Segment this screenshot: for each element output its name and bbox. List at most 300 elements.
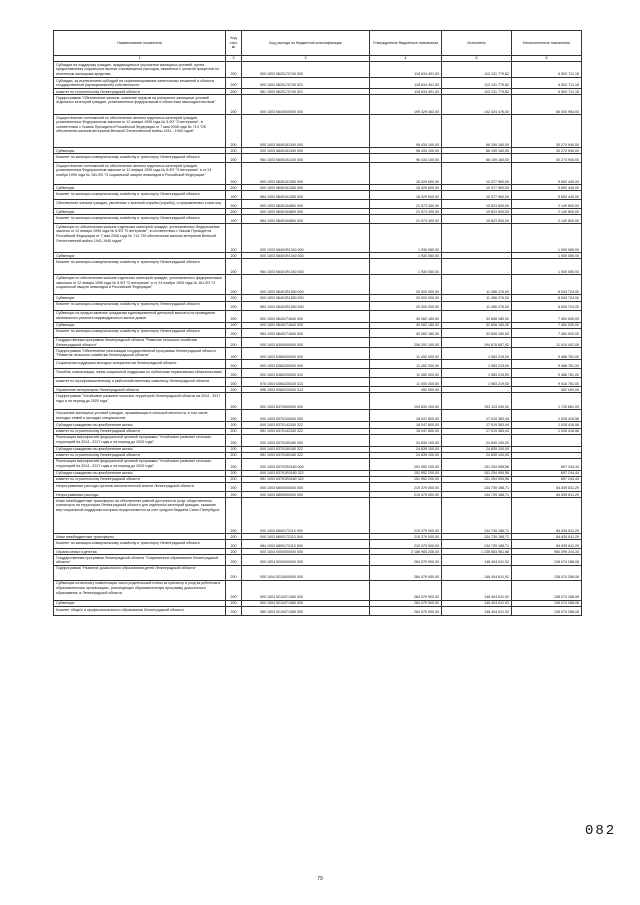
row-kbk: 000 1003 58401R1350 530: [242, 295, 370, 301]
row-kbk: 000 1003 5820170740 000: [242, 62, 370, 78]
row-code: 200: [226, 446, 242, 452]
row-code: 200: [226, 600, 242, 606]
row-code: 200: [226, 328, 242, 337]
row-name: комитет по агропромышленному и рыбохозяйственному комплексу Ленинградской области: [54, 378, 226, 387]
header-unexecuted: Неисполненные назначения: [512, 31, 582, 56]
row-approved: 20 000 000,00: [370, 295, 442, 301]
row-executed: -: [442, 387, 512, 393]
table-row: [54, 393, 582, 410]
row-name: комитет по строительству Ленинградской области: [54, 476, 226, 482]
page-number: 79: [317, 876, 323, 882]
row-kbk: 000 1003 6360200000 000: [242, 360, 370, 369]
row-unexecuted: 2 149 800,00: [512, 209, 582, 215]
row-unexecuted: 697 244,44: [512, 470, 582, 476]
row-approved: 21 973 300,00: [370, 209, 442, 215]
table-row: [54, 540, 582, 549]
row-code: 200: [226, 434, 242, 446]
row-approved: 284 479 900,00: [370, 565, 442, 580]
row-executed: 1 983 219,00: [442, 378, 512, 387]
row-kbk: 000 1003 5840271840 000: [242, 310, 370, 322]
row-unexecuted: 2 149 800,00: [512, 215, 582, 224]
table-row: [54, 328, 582, 337]
row-executed: 112 131 779,82: [442, 78, 512, 89]
column-number: 6: [512, 56, 582, 62]
row-kbk: 000 1003 6890172110 000: [242, 498, 370, 534]
row-code: 200: [226, 275, 242, 295]
table-row: [54, 275, 582, 295]
table-row: [54, 410, 582, 422]
row-name: Обеспечение жильем граждан, уволенных с военной службы (службы), и приравненных к ним лиц: [54, 200, 226, 209]
row-approved: 24 839 100,00: [370, 446, 442, 452]
row-unexecuted: 8 543 724,00: [512, 275, 582, 295]
row-kbk: 000 1003 5840271840 530: [242, 322, 370, 328]
row-name: Субвенции по обеспечению жильем отдельных категорий граждан, установленных Федеральным законом от 12 января 1995 года № 5-ФЗ "О ветеранах", в соответствии с Указом Президента Российской Федерации от 7 мая 2008 года № 714 "Об обеспечении жильем ветеранов Великой Отечественной войны 1941-1945 годов": [54, 224, 226, 253]
row-name: Субвенции на предоставление гражданам единовременной денежной выплаты на проведение капитального ремонта индивидуальных жилых домов: [54, 310, 226, 322]
row-unexecuted: 9 468 781,00: [512, 348, 582, 360]
row-unexecuted: 2 149 800,00: [512, 200, 582, 209]
table-row: [54, 360, 582, 369]
row-kbk: 984 1003 5840151350 530: [242, 191, 370, 200]
row-unexecuted: 7 454 000,00: [512, 322, 582, 328]
row-name: Осуществление полномочий по обеспечению жильем отдельных категорий граждан, установленных Федеральным законом от 12 января 1995 года № 5-ФЗ "О ветеранах" и от 24 ноября 1995 года № 181-ФЗ "О социальной защите инвалидов в Российской Федерации": [54, 163, 226, 185]
row-name: комитет по строительству Ленинградской области: [54, 89, 226, 95]
row-code: 200: [226, 565, 242, 580]
row-approved: 18 047 800,00: [370, 410, 442, 422]
row-unexecuted: 9 468 781,00: [512, 369, 582, 378]
row-unexecuted: 950 299 244,34: [512, 549, 582, 555]
row-executed: 17 019 383,44: [442, 422, 512, 428]
row-executed: 146 404 611,92: [442, 607, 512, 616]
row-executed: 142 424 476,00: [442, 95, 512, 115]
row-code: 200: [226, 428, 242, 434]
row-kbk: 000 1003 63701R0180 322: [242, 470, 370, 476]
row-name: Комитет по жилищно-коммунальному хозяйству и транспорту Ленинградской области: [54, 540, 226, 549]
row-executed: -: [442, 259, 512, 275]
row-name: Субвенции на выплату компенсации части родительской платы за присмотр и уход за ребенком в образовательных организациях, реализующих образовательную программу дошкольного образования, в Ленинградской области: [54, 580, 226, 600]
row-code: 200: [226, 555, 242, 566]
row-kbk: 984 1003 5840154850 530: [242, 215, 370, 224]
row-name: Иные межбюджетные трансферты на обеспечение равной доступности услуг общественного транспорта на территории Ленинградской области для отдельных категорий граждан, оказание мер социальной поддержки которым осуществляется за счет средств бюджета Санкт-Петербурга: [54, 498, 226, 534]
column-number: 5: [442, 56, 512, 62]
row-unexecuted: 1 028 416,56: [512, 422, 582, 428]
row-kbk: 000 1003 6370000000 000: [242, 393, 370, 410]
row-kbk: 000 1003 6370100000 000: [242, 410, 370, 422]
row-name: Управление ветеринарии Ленинградской области: [54, 387, 226, 393]
row-kbk: 981 1003 6370142340 322: [242, 428, 370, 434]
row-executed: 134 739 188,71: [442, 534, 512, 540]
row-executed: 17 019 383,44: [442, 428, 512, 434]
row-executed: 19 823 500,00: [442, 200, 512, 209]
row-executed: 146 404 611,92: [442, 555, 512, 566]
row-kbk: 000 1003 6360000000 000: [242, 348, 370, 360]
row-code: 200: [226, 148, 242, 154]
row-kbk: 000 1003 6800000000 000: [242, 483, 370, 492]
row-code: 200: [226, 580, 242, 600]
row-code: 200: [226, 369, 242, 378]
row-approved: 24 839 100,00: [370, 452, 442, 458]
column-number: 2: [226, 56, 242, 62]
row-approved: 199 429 463,00: [370, 95, 442, 115]
row-executed: 66 159 160,00: [442, 154, 512, 163]
row-name: Комитет по жилищно-коммунальному хозяйству и транспорту Ленинградской области: [54, 328, 226, 337]
table-row: [54, 378, 582, 387]
row-unexecuted: 7 454 000,00: [512, 310, 582, 322]
row-kbk: 000 1003 5840151340 530: [242, 148, 370, 154]
row-approved: 206 291 100,00: [370, 337, 442, 348]
row-approved: 284 479 900,00: [370, 607, 442, 616]
sheet-stamp: 082: [585, 823, 617, 839]
row-approved: 96 434 100,00: [370, 115, 442, 148]
row-code: 200: [226, 540, 242, 549]
row-unexecuted: 697 244,44: [512, 458, 582, 470]
row-name: Комитет по жилищно-коммунальному хозяйству и транспорту Ленинградской области: [54, 259, 226, 275]
row-code: 200: [226, 422, 242, 428]
row-executed: 112 131 779,82: [442, 62, 512, 78]
row-name: Пособия, компенсации, меры социальной поддержки по публичным нормативным обязательствам: [54, 369, 226, 378]
row-kbk: 984 1003 5840151340 530: [242, 154, 370, 163]
table-row: [54, 215, 582, 224]
row-approved: 219 379 000,00: [370, 492, 442, 498]
row-kbk: 984 1003 58401R1340 530: [242, 259, 370, 275]
row-name: Подпрограмма "Обеспечение жильем, освоение средств на улучшение жилищных условий отдельных категорий граждан, установленных федеральным и областным законодательством": [54, 95, 226, 115]
table-header: [54, 31, 582, 62]
row-executed: 1 236 683 961,66: [442, 549, 512, 555]
row-kbk: 000 1003 5840154850 530: [242, 209, 370, 215]
row-name: Реализация мероприятий федеральной целевой программы "Устойчивое развитие сельских территорий на 2014 - 2017 годы и на период до 2020 года": [54, 458, 226, 470]
header-approved: Утвержденные бюджетные назначения: [370, 31, 442, 56]
row-approved: 18 047 800,00: [370, 428, 442, 434]
row-code: 200: [226, 549, 242, 555]
row-approved: 11 452 000,00: [370, 360, 442, 369]
budget-execution-sheet: [53, 30, 581, 616]
row-approved: 284 479 900,00: [370, 580, 442, 600]
row-code: 200: [226, 534, 242, 540]
row-executed: 151 254 955,56: [442, 476, 512, 482]
row-executed: 151 254 955,56: [442, 458, 512, 470]
row-kbk: 000 1003 6890172110 540: [242, 534, 370, 540]
row-kbk: 981 1003 63701R0180 322: [242, 476, 370, 482]
row-approved: 16 029 600,00: [370, 185, 442, 191]
row-code: 200: [226, 154, 242, 163]
row-approved: 118 634 491,00: [370, 62, 442, 78]
row-code: 200: [226, 191, 242, 200]
table-row: [54, 163, 582, 185]
row-unexecuted: 5 652 440,00: [512, 163, 582, 185]
row-unexecuted: 138 074 288,08: [512, 607, 582, 616]
row-executed: 24 839 100,00: [442, 446, 512, 452]
table-row: [54, 607, 582, 616]
budget-table: [53, 30, 582, 616]
row-code: 200: [226, 209, 242, 215]
row-name: Субсидия на поддержку граждан, нуждающихся в улучшении жилищных условий, путем предоставления социальных выплат и возмещения расходов, связанных с уплатой процентов по ипотечным жилищным кредитам: [54, 62, 226, 78]
row-approved: 18 047 800,00: [370, 422, 442, 428]
row-executed: 19 823 500,00: [442, 209, 512, 215]
row-kbk: 000 1003 6360220020 313: [242, 369, 370, 378]
table-row: [54, 154, 582, 163]
header-name: Наименование показателя: [54, 31, 226, 56]
row-code: 200: [226, 215, 242, 224]
row-name: Непрограммные расходы органов исполнительной власти Ленинградской области: [54, 483, 226, 492]
row-executed: 1 983 219,00: [442, 360, 512, 369]
row-code: 200: [226, 95, 242, 115]
row-executed: 11 456 276,00: [442, 301, 512, 310]
row-unexecuted: 30 274 940,00: [512, 154, 582, 163]
row-kbk: 000 1003 5840151350 000: [242, 163, 370, 185]
table-row: [54, 337, 582, 348]
row-approved: 20 000 000,00: [370, 275, 442, 295]
row-unexecuted: 1 930 080,00: [512, 224, 582, 253]
row-unexecuted: 30 274 940,00: [512, 115, 582, 148]
row-kbk: 000 1003 5840000000 000: [242, 95, 370, 115]
row-unexecuted: 138 074 288,08: [512, 580, 582, 600]
row-unexecuted: 9 468 781,00: [512, 360, 582, 369]
row-executed: 134 739 188,71: [442, 498, 512, 534]
row-code: 200: [226, 295, 242, 301]
row-name: Улучшение жилищных условий граждан, проживающих в сельской местности, в том числе молодых семей и молодых специалистов: [54, 410, 226, 422]
row-code: 200: [226, 115, 242, 148]
row-code: 200: [226, 387, 242, 393]
row-name: Подпрограмма "Обеспечение реализации государственной программы Ленинградской области "Развитие сельского хозяйства Ленинградской области": [54, 348, 226, 360]
row-name: Субвенции: [54, 209, 226, 215]
row-kbk: 000 1003 5840151350 530: [242, 185, 370, 191]
row-code: 200: [226, 310, 242, 322]
row-approved: 284 479 900,00: [370, 600, 442, 606]
row-executed: 24 839 100,00: [442, 452, 512, 458]
row-approved: 151 952 200,00: [370, 470, 442, 476]
row-name: Субсидии, за исключением субсидий на софинансирование капитальных вложений в объекты государственной (муниципальной) собственности: [54, 78, 226, 89]
row-executed: -: [442, 224, 512, 253]
row-code: 200: [226, 259, 242, 275]
row-unexecuted: 1 028 416,56: [512, 428, 582, 434]
row-kbk: 000 1004 5200000000 000: [242, 555, 370, 566]
row-approved: 452 000,00: [370, 387, 442, 393]
row-unexecuted: 1 930 080,00: [512, 253, 582, 259]
row-executed: 112 131 779,82: [442, 89, 512, 95]
row-code: 200: [226, 89, 242, 95]
row-name: Субсидии гражданам на приобретение жилья: [54, 446, 226, 452]
table-row: [54, 301, 582, 310]
row-executed: 32 608 180,00: [442, 310, 512, 322]
header-code: Код стро ки: [226, 31, 242, 56]
row-name: Подпрограмма "Развитие дошкольного образования детей Ленинградской области": [54, 565, 226, 580]
row-kbk: 000 1003 5820170740 521: [242, 78, 370, 89]
row-code: 200: [226, 253, 242, 259]
row-approved: 219 379 000,00: [370, 540, 442, 549]
row-unexecuted: 7 454 000,00: [512, 328, 582, 337]
row-executed: 151 254 955,56: [442, 470, 512, 476]
row-unexecuted: 56 004 984,00: [512, 95, 582, 115]
row-kbk: 996 1003 6360220020 313: [242, 387, 370, 393]
row-kbk: 000 1004 5210471360 000: [242, 580, 370, 600]
row-approved: 11 452 000,00: [370, 348, 442, 360]
table-row: [54, 78, 582, 89]
row-name: Комитет общего и профессионального образования Ленинградской области: [54, 607, 226, 616]
row-approved: 151 952 200,00: [370, 458, 442, 470]
row-code: 200: [226, 410, 242, 422]
table-row: [54, 310, 582, 322]
row-code: 200: [226, 492, 242, 498]
row-name: Субвенции по обеспечению жильем отдельных категорий граждан, установленных федеральными законами от 12 января 1995 года № 5-ФЗ "О ветеранах" и от 24 ноября 1995 года № 181-ФЗ "О социальной защите инвалидов в Российской Федерации": [54, 275, 226, 295]
row-kbk: 000 1003 5840154850 000: [242, 200, 370, 209]
table-row: [54, 369, 582, 378]
row-approved: 219 379 000,00: [370, 534, 442, 540]
row-unexecuted: 1 930 080,00: [512, 259, 582, 275]
row-kbk: 000 1003 5840151340 000: [242, 115, 370, 148]
table-row: [54, 200, 582, 209]
table-row: [54, 458, 582, 470]
row-unexecuted: 1 725 661,00: [512, 393, 582, 410]
row-kbk: 984 1003 6890172110 540: [242, 540, 370, 549]
row-kbk: 980 1004 5210471360 530: [242, 607, 370, 616]
row-unexecuted: 138 074 288,08: [512, 600, 582, 606]
row-unexecuted: 5 652 440,00: [512, 191, 582, 200]
header-kbk: Код расхода по бюджетной классификации: [242, 31, 370, 56]
row-kbk: 000 1003 6370150180 000: [242, 434, 370, 446]
row-code: 200: [226, 78, 242, 89]
row-approved: 40 062 180,00: [370, 322, 442, 328]
row-unexecuted: 84 639 811,29: [512, 492, 582, 498]
row-executed: 134 739 188,71: [442, 492, 512, 498]
row-code: 200: [226, 458, 242, 470]
row-unexecuted: 138 074 288,08: [512, 555, 582, 566]
table-row: [54, 95, 582, 115]
row-approved: 21 973 300,00: [370, 215, 442, 224]
row-code: 200: [226, 62, 242, 78]
row-name: Субвенции: [54, 295, 226, 301]
row-approved: 1 930 080,00: [370, 253, 442, 259]
row-executed: 193 113 439,00: [442, 393, 512, 410]
row-executed: 32 608 180,00: [442, 328, 512, 337]
row-code: 200: [226, 163, 242, 185]
row-approved: 11 000 000,00: [370, 378, 442, 387]
row-executed: 1 983 219,00: [442, 348, 512, 360]
row-approved: 151 952 200,00: [370, 476, 442, 482]
table-row: [54, 483, 582, 492]
row-code: 200: [226, 224, 242, 253]
row-unexecuted: 452 000,00: [512, 387, 582, 393]
row-code: 200: [226, 393, 242, 410]
row-name: комитет по строительству Ленинградской области: [54, 452, 226, 458]
row-code: 200: [226, 185, 242, 191]
row-approved: 16 029 600,00: [370, 163, 442, 185]
row-executed: 194 676 657,92: [442, 337, 512, 348]
row-executed: 10 377 960,00: [442, 163, 512, 185]
row-unexecuted: 8 543 724,00: [512, 301, 582, 310]
row-name: Государственная программа Ленинградской области "Современное образование Ленинградской области": [54, 555, 226, 566]
row-approved: 21 973 300,00: [370, 200, 442, 209]
row-unexecuted: 8 543 724,00: [512, 295, 582, 301]
row-unexecuted: -: [512, 446, 582, 452]
row-kbk: 000 1003 63701R0180 000: [242, 458, 370, 470]
table-row: [54, 348, 582, 360]
row-approved: 1 930 080,00: [370, 259, 442, 275]
row-approved: 118 634 491,00: [370, 78, 442, 89]
row-approved: 40 062 180,00: [370, 310, 442, 322]
row-unexecuted: 9 016 781,00: [512, 378, 582, 387]
row-approved: 40 062 180,00: [370, 328, 442, 337]
row-code: 200: [226, 337, 242, 348]
column-number: 3: [242, 56, 370, 62]
row-executed: 32 608 180,00: [442, 322, 512, 328]
row-kbk: 000 1003 6890000000 000: [242, 492, 370, 498]
row-name: Социальная поддержка молодых специалистов Ленинградской области: [54, 360, 226, 369]
row-name: Подпрограмма "Устойчивое развитие сельских территорий Ленинградской области на 2014 - 2017 годы и на период до 2020 года": [54, 393, 226, 410]
row-code: 200: [226, 483, 242, 492]
row-code: 200: [226, 378, 242, 387]
row-unexecuted: 6 502 711,18: [512, 78, 582, 89]
row-kbk: 000 1003 58401R1340 530: [242, 253, 370, 259]
row-executed: 146 404 611,92: [442, 580, 512, 600]
row-name: Иные межбюджетные трансферты: [54, 534, 226, 540]
row-approved: 219 379 000,00: [370, 483, 442, 492]
row-kbk: 000 1003 58401R1340 000: [242, 224, 370, 253]
row-executed: 19 823 500,00: [442, 215, 512, 224]
row-kbk: 984 1003 58401R1350 530: [242, 301, 370, 310]
row-code: 200: [226, 348, 242, 360]
row-approved: 24 839 100,00: [370, 434, 442, 446]
table-row: [54, 580, 582, 600]
row-approved: 219 379 000,00: [370, 498, 442, 534]
row-unexecuted: 84 639 811,29: [512, 540, 582, 549]
row-code: 200: [226, 301, 242, 310]
row-name: Субсидии гражданам на приобретение жилья: [54, 422, 226, 428]
row-executed: 17 019 383,44: [442, 410, 512, 422]
row-kbk: 000 1004 5210000000 000: [242, 565, 370, 580]
row-approved: 118 634 491,00: [370, 89, 442, 95]
row-unexecuted: 6 502 711,18: [512, 62, 582, 78]
row-kbk: 975 1003 6360220020 313: [242, 378, 370, 387]
row-unexecuted: 84 639 811,29: [512, 483, 582, 492]
row-code: 200: [226, 360, 242, 369]
row-approved: 20 000 000,00: [370, 301, 442, 310]
row-unexecuted: 1 028 416,56: [512, 410, 582, 422]
table-row: [54, 191, 582, 200]
row-approved: 16 029 600,00: [370, 191, 442, 200]
row-name: Государственная программа Ленинградской области "Развитие сельского хозяйства Ленинградской области": [54, 337, 226, 348]
row-executed: 10 377 960,00: [442, 191, 512, 200]
row-unexecuted: 30 274 940,00: [512, 148, 582, 154]
row-executed: 10 377 960,00: [442, 185, 512, 191]
row-name: комитет по строительству Ленинградской области: [54, 428, 226, 434]
table-row: [54, 259, 582, 275]
table-body: [54, 62, 582, 616]
row-unexecuted: -: [512, 452, 582, 458]
row-executed: 24 839 100,00: [442, 434, 512, 446]
row-executed: 66 159 160,00: [442, 148, 512, 154]
row-unexecuted: 11 614 442,08: [512, 337, 582, 348]
row-kbk: 981 1003 6370150180 322: [242, 452, 370, 458]
row-name: Субвенции: [54, 600, 226, 606]
row-unexecuted: -: [512, 434, 582, 446]
row-executed: 134 739 188,71: [442, 540, 512, 549]
row-approved: 2 186 983 206,00: [370, 549, 442, 555]
row-name: Субсидии гражданам на приобретение жилья: [54, 470, 226, 476]
row-code: 200: [226, 470, 242, 476]
row-kbk: 000 1004 5210471360 530: [242, 600, 370, 606]
row-kbk: 000 1003 58401R1350 000: [242, 275, 370, 295]
row-approved: 11 452 000,00: [370, 369, 442, 378]
column-number: 4: [370, 56, 442, 62]
table-row: [54, 434, 582, 446]
row-name: Реализация мероприятий федеральной целевой программы "Устойчивое развитие сельских территорий на 2014 - 2017 годы и на период до 2020 года": [54, 434, 226, 446]
row-name: Субвенции: [54, 322, 226, 328]
row-code: 200: [226, 498, 242, 534]
row-executed: 134 739 188,71: [442, 483, 512, 492]
row-kbk: 000 1003 6300000000 000: [242, 337, 370, 348]
row-kbk: 981 1003 5820170740 521: [242, 89, 370, 95]
row-unexecuted: 5 652 440,00: [512, 185, 582, 191]
row-approved: 1 930 080,00: [370, 224, 442, 253]
